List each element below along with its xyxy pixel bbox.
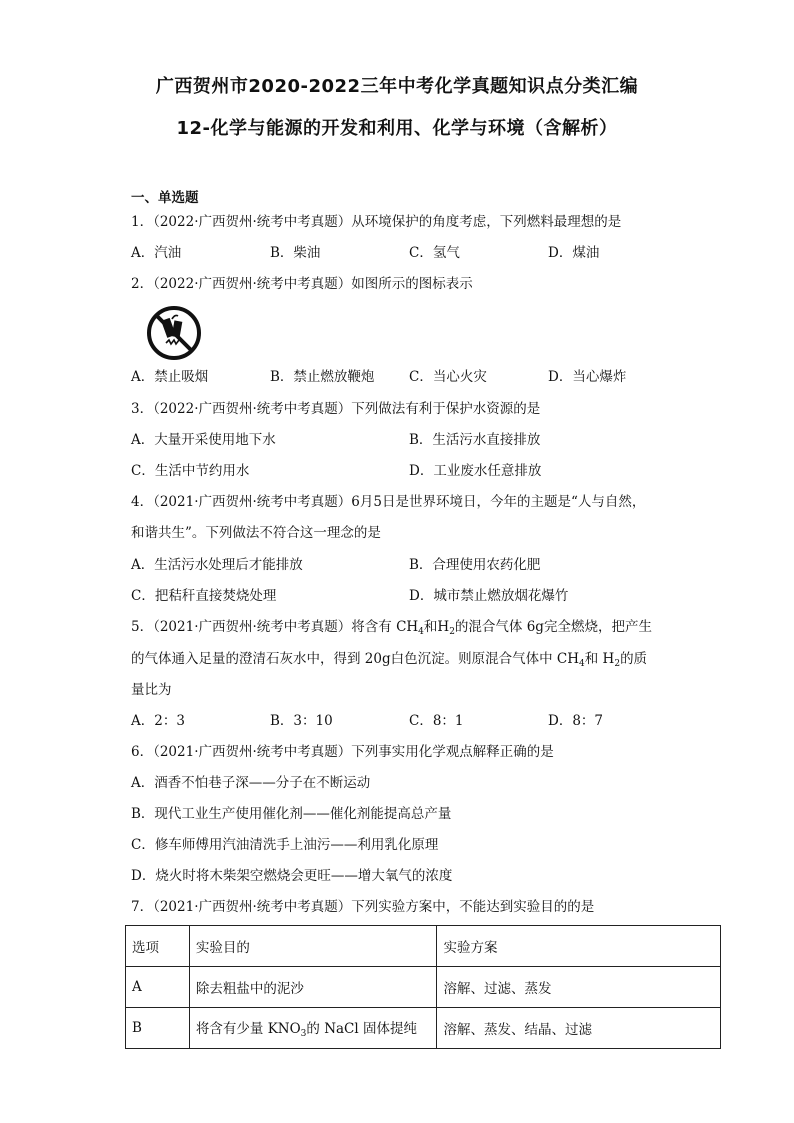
question-5-stem-line1 [131,617,652,642]
q1-option-c: C．氢气 [409,245,460,261]
q5-text: 的混合气体 6g完全燃烧，把产生 [454,619,652,635]
q5-text: 和 H [584,651,615,667]
question-7-stem: 7．（2021·广西贺州·统考中考真题）下列实验方案中，不能达到实验目的的是 [131,899,595,915]
purpose-subscript: 3 [300,1029,307,1039]
question-5-stem-line2 [131,649,647,674]
table-cell-plan: 溶解、蒸发、结晶、过滤 [437,1008,721,1049]
q6-option-a: A．酒香不怕巷子深——分子在不断运动 [131,775,371,791]
q4-option-d: D．城市禁止燃放烟花爆竹 [409,588,569,604]
q2-option-c: C．当心火灾 [409,369,487,385]
q6-option-d: D．烧火时将木柴架空燃烧会更旺——增大氧气的浓度 [131,868,453,884]
q5-text: 和H [423,619,450,635]
table-header-cell: 实验目的 [189,926,437,967]
table-cell-purpose [189,1008,437,1049]
question-4-stem-line1: 4．（2021·广西贺州·统考中考真题）6月5日是世界环境日，今年的主题是“人与自然， [131,494,646,510]
q3-option-b: B．生活污水直接排放 [409,432,541,448]
q1-option-a: A．汽油 [131,245,182,261]
question-2-stem: 2．（2022·广西贺州·统考中考真题）如图所示的图标表示 [131,276,473,292]
q1-option-d: D．煤油 [548,245,600,261]
document-title-line2: 12-化学与能源的开发和利用、化学与环境（含解析） [176,118,618,139]
q6-option-b: B．现代工业生产使用催化剂——催化剂能提高总产量 [131,806,452,822]
question-5-stem-line3: 量比为 [131,682,172,698]
q5-option-d: D．8：7 [548,713,604,729]
no-firecrackers-sign-icon [146,305,202,361]
table-row [126,967,721,1008]
question-1-stem: 1．（2022·广西贺州·统考中考真题）从环境保护的角度考虑，下列燃料最理想的是 [131,214,622,230]
question-6-stem: 6．（2021·广西贺州·统考中考真题）下列事实用化学观点解释正确的是 [131,744,554,760]
q5-text: 的气体通入足量的澄清石灰水中，得到 20g白色沉淀。则原混合气体中 CH [131,651,580,667]
question-4-stem-line2: 和谐共生”。下列做法不符合这一理念的是 [131,525,381,541]
q3-option-d: D．工业废水任意排放 [409,463,542,479]
section-heading: 一、单选题 [131,190,199,206]
purpose-text: 将含有少量 KNO [195,1021,301,1037]
q4-option-a: A．生活污水处理后才能排放 [131,557,303,573]
q3-option-c: C．生活中节约用水 [131,463,250,479]
purpose-text: 的 NaCl 固体提纯 [306,1021,417,1037]
q4-option-c: C．把秸秆直接焚烧处理 [131,588,277,604]
table-cell-option: B [126,1008,190,1049]
q4-option-b: B．合理使用农药化肥 [409,557,541,573]
table-header-cell: 实验方案 [437,926,721,967]
experiment-table [125,925,721,1049]
q6-option-c: C．修车师傅用汽油清洗手上油污——利用乳化原理 [131,837,439,853]
q2-option-b: B．禁止燃放鞭炮 [270,369,375,385]
document-title-line1: 广西贺州市2020-2022三年中考化学真题知识点分类汇编 [155,76,639,97]
table-row [126,1008,721,1049]
question-3-stem: 3．（2022·广西贺州·统考中考真题）下列做法有利于保护水资源的是 [131,401,541,417]
table-cell-option: A [126,967,190,1008]
q5-option-b: B．3：10 [270,713,333,729]
q3-option-a: A．大量开采使用地下水 [131,432,276,448]
q1-option-b: B．柴油 [270,245,321,261]
table-header-row [126,926,721,967]
table-cell-purpose: 除去粗盐中的泥沙 [189,967,437,1008]
q5-option-c: C．8：1 [409,713,464,729]
q5-subscript: 4 [579,659,585,669]
table-cell-plan: 溶解、过滤、蒸发 [437,967,721,1008]
q2-option-a: A．禁止吸烟 [131,369,209,385]
table-header-cell: 选项 [126,926,190,967]
q2-option-d: D．当心爆炸 [548,369,627,385]
q5-subscript: 4 [418,627,424,637]
q5-text: 5．（2021·广西贺州·统考中考真题）将含有 CH [131,619,419,635]
q5-option-a: A．2：3 [131,713,185,729]
q5-subscript: 2 [449,627,455,637]
q5-subscript: 2 [614,659,621,669]
q5-text: 的质 [620,651,648,667]
